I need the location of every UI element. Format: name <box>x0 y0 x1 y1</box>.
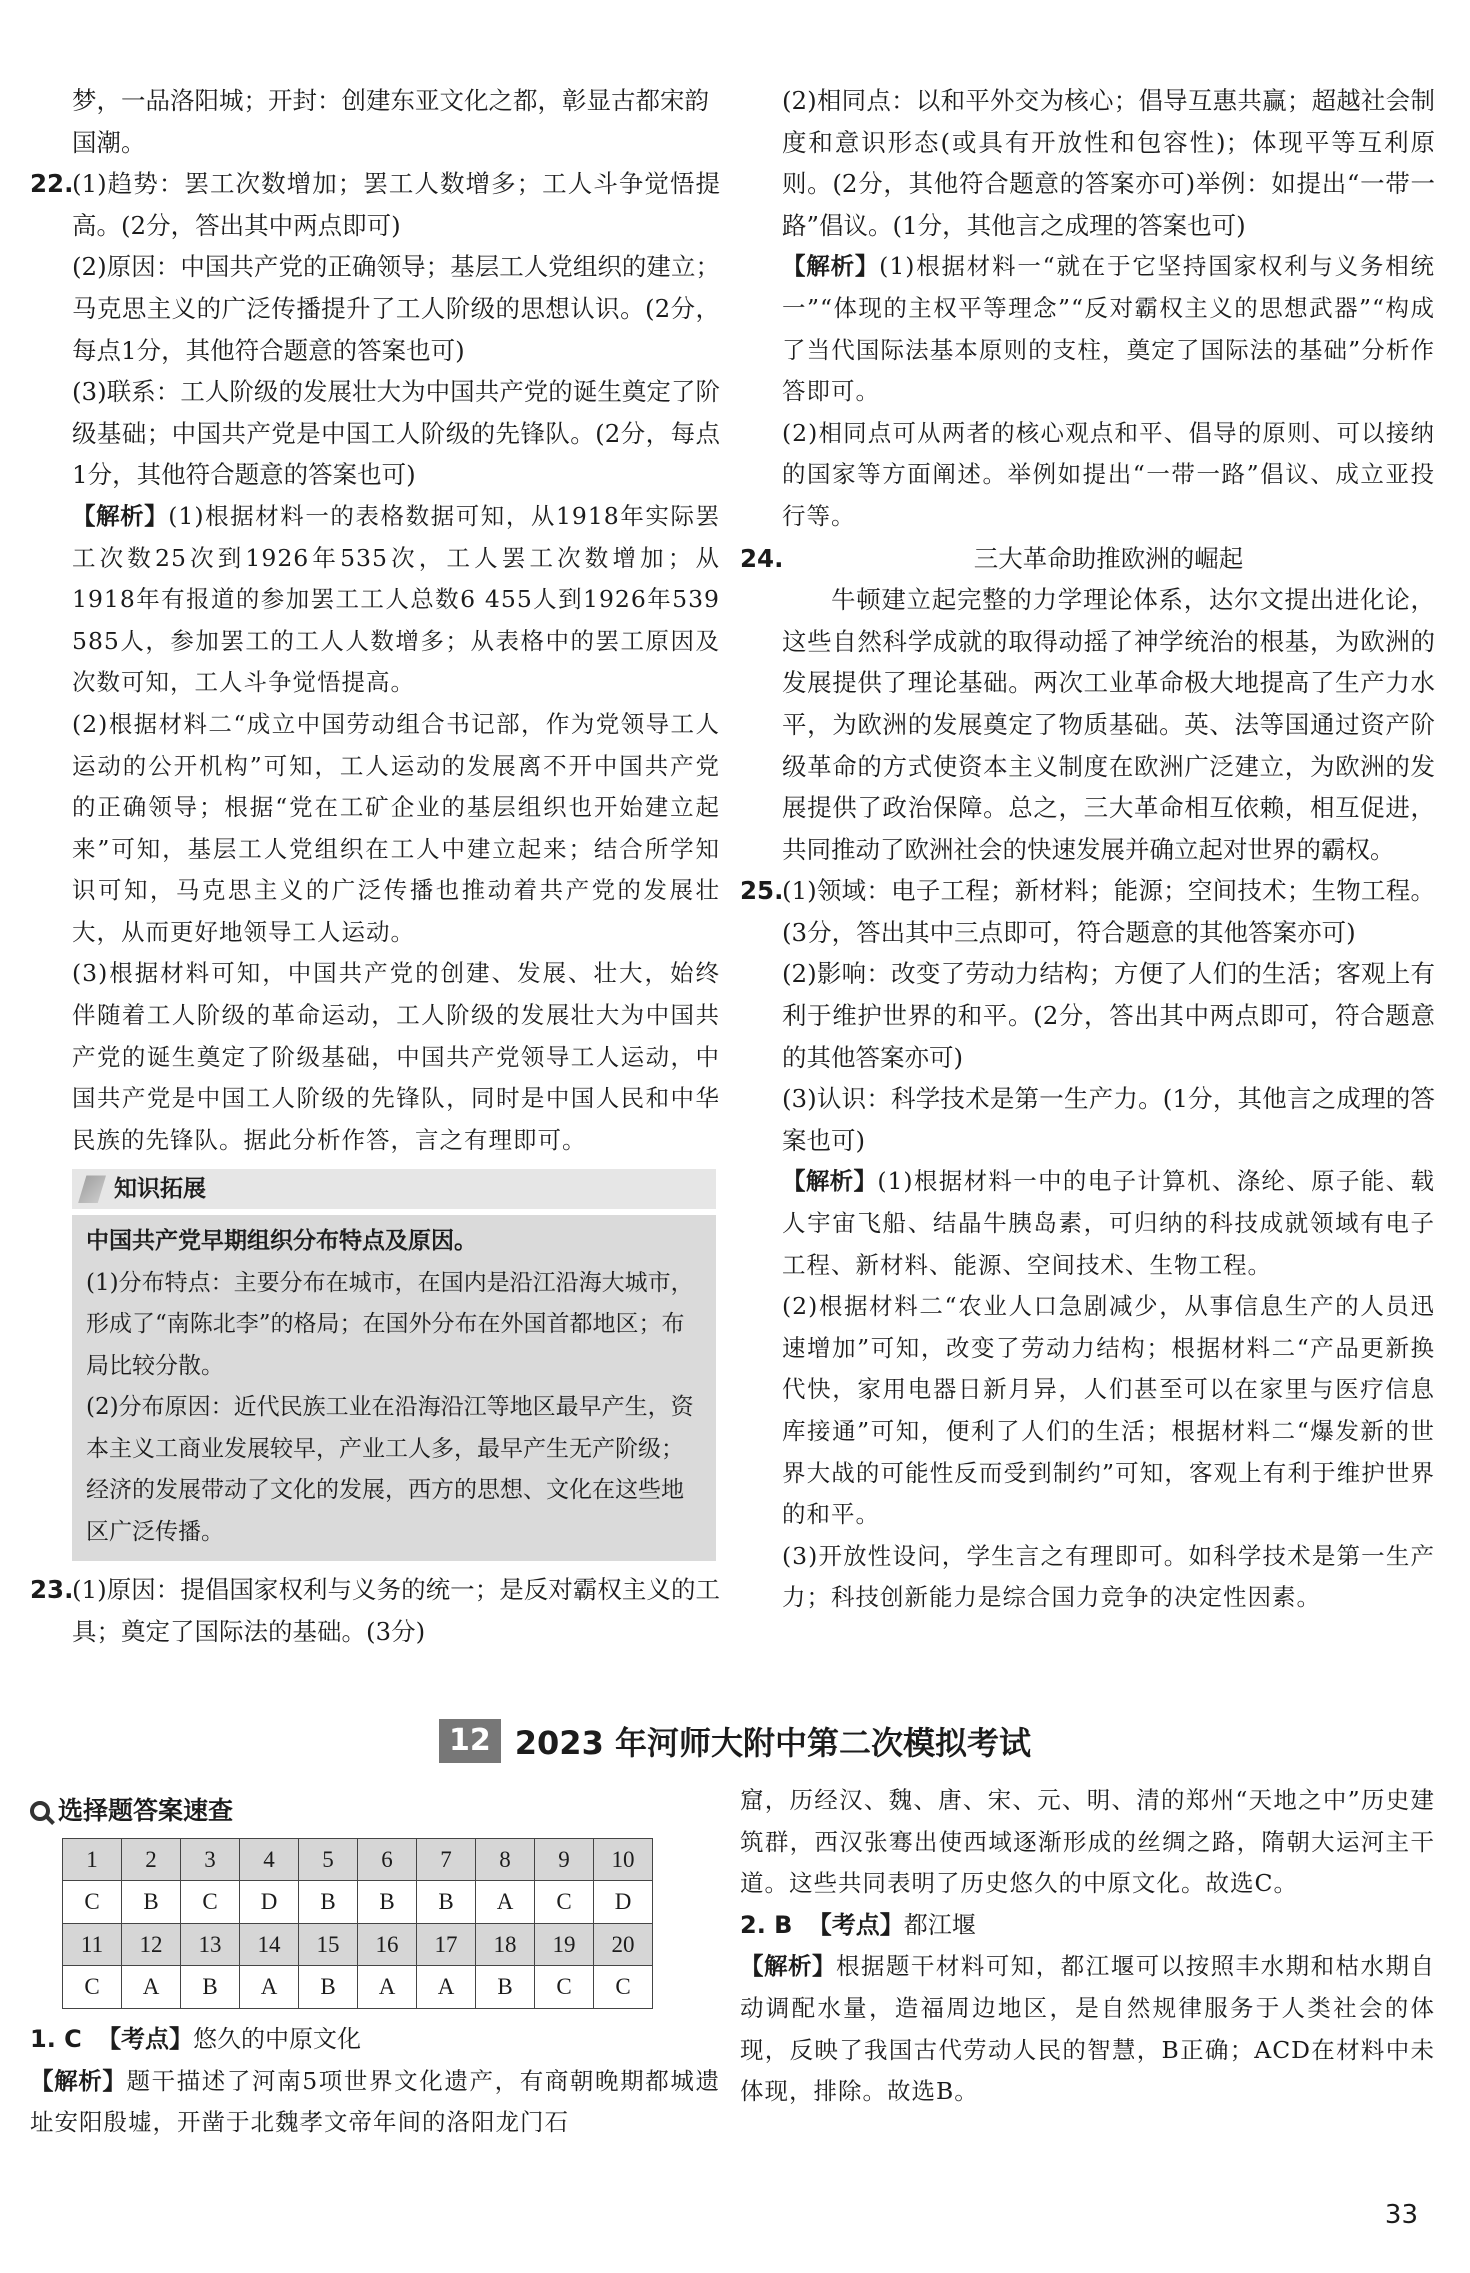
table-row <box>63 1838 653 1881</box>
table-cell: 14 <box>240 1923 299 1966</box>
table-cell: 13 <box>181 1923 240 1966</box>
q2-analysis <box>740 1946 1435 2112</box>
table-cell: B <box>299 1881 358 1924</box>
analysis-text: 根据题干材料可知，都江堰可以按照丰水期和枯水期自动调配水量，造福周边地区，是自然规律服务于人类社会的体现，反映了我国古代劳动人民的智慧，B正确；ACD在材料中未体现，排除。故选B。 <box>740 1952 1436 2106</box>
right-column <box>740 80 1435 1619</box>
table-cell: 9 <box>535 1838 594 1881</box>
lightning-icon <box>78 1175 106 1203</box>
table-cell: C <box>535 1881 594 1924</box>
analysis-25-3: (3)开放性设问，学生言之有理即可。如科学技术是第一生产力；科技创新能力是综合国力竞争的决定性因素。 <box>782 1541 1435 1612</box>
table-cell: 20 <box>594 1923 653 1966</box>
analysis-tag: 【解析】 <box>782 252 880 281</box>
quick-check-header <box>30 1790 720 1832</box>
table-cell: 15 <box>299 1923 358 1966</box>
text-line: 梦，一品洛阳城；开封：创建东亚文化之都，彰显古都宋韵 <box>72 86 709 115</box>
knowledge-point-2: (2)分布原因：近代民族工业在沿海沿江等地区最早产生，资本主义工商业发展较早，产业工人多，最早产生无产阶级；经济的发展带动了文化的发展，西方的思想、文化在这些地区广泛传播。 <box>86 1394 694 1545</box>
table-cell: C <box>535 1966 594 2009</box>
analysis-tag: 【解析】 <box>740 1952 836 1981</box>
table-cell: B <box>122 1881 181 1924</box>
question-number: 24. <box>740 543 784 573</box>
analysis-text: (1)根据材料一中的电子计算机、涤纶、原子能、载人宇宙飞船、结晶牛胰岛素，可归纳的科技成就领域有电子工程、新材料、能源、空间技术、生物工程。 <box>782 1167 1435 1279</box>
table-cell: 10 <box>594 1838 653 1881</box>
table-cell: 11 <box>63 1923 122 1966</box>
table-cell: C <box>181 1881 240 1924</box>
question-answer: 2. B <box>740 1910 793 1939</box>
analysis-tag: 【解析】 <box>30 2066 127 2095</box>
answer-part-1: (1)趋势：罢工次数增加；罢工人数增多；工人斗争觉悟提高。(2分，答出其中两点即可) <box>72 169 720 240</box>
kaodian-text: 悠久的中原文化 <box>193 2024 362 2053</box>
answer-part-1: (1)原因：提倡国家权利与义务的统一；是反对霸权主义的工具；奠定了国际法的基础。(3分) <box>72 1575 720 1647</box>
table-cell: C <box>63 1966 122 2009</box>
analysis-22-3: (3)根据材料可知，中国共产党的创建、发展、壮大，始终伴随着工人阶级的革命运动，工人阶级的发展壮大为中国共产党的诞生奠定了阶级基础，中国共产党领导工人运动，中国共产党是中国工人阶级的先锋队，同时是中国人民和中华民族的先锋队。据此分析作答，言之有理即可。 <box>72 959 720 1154</box>
table-cell: B <box>417 1881 476 1924</box>
question-number: 25. <box>740 876 784 906</box>
left-column <box>30 80 720 1653</box>
table-cell: A <box>122 1966 181 2009</box>
analysis-tag: 【解析】 <box>72 501 169 530</box>
knowledge-body <box>72 1215 716 1561</box>
table-cell: 2 <box>122 1838 181 1881</box>
table-cell: B <box>299 1966 358 2009</box>
table-cell: 5 <box>299 1838 358 1881</box>
quick-check-title: 选择题答案速查 <box>58 1796 234 1825</box>
table-cell: A <box>358 1966 417 2009</box>
table-row <box>63 1881 653 1924</box>
analysis-text: (1)根据材料一“就在于它坚持国家权利与义务相统一”“体现的主权平等理念”“反对霸权主义的思想武器”“构成了当代国际法基本原则的支柱，奠定了国际法的基础”分析作答即可。 <box>782 252 1435 406</box>
text-line: 国潮。 <box>72 127 146 157</box>
table-cell: 17 <box>417 1923 476 1966</box>
analysis-25-1 <box>740 1161 1435 1286</box>
section-banner <box>0 1718 1470 1764</box>
q1-analysis <box>30 2061 720 2144</box>
table-cell: 7 <box>417 1838 476 1881</box>
answer-part-3: (3)认识：科学技术是第一生产力。(1分，其他言之成理的答案也可) <box>782 1084 1435 1155</box>
knowledge-heading: 中国共产党早期组织分布特点及原因。 <box>86 1228 477 1255</box>
question-23 <box>30 1569 720 1652</box>
answer-part-1: (1)领域：电子工程；新材料；能源；空间技术；生物工程。(3分，答出其中三点即可，符合题意的其他答案亦可) <box>782 876 1435 947</box>
magnifier-icon <box>30 1801 50 1821</box>
kaodian-text: 都江堰 <box>903 1910 976 1939</box>
question-answer: 1. C <box>30 2024 82 2053</box>
table-cell: C <box>63 1881 122 1924</box>
answer-part-3: (3)联系：工人阶级的发展壮大为中国共产党的诞生奠定了阶级基础；中国共产党是中国工人阶级的先锋队。(2分，每点1分，其他符合题意的答案也可) <box>72 377 720 490</box>
answer-23-part-2: (2)相同点：以和平外交为核心；倡导互惠共赢；超越社会制度和意识形态(或具有开放性和包容性)；体现平等互利原则。(2分，其他符合题意的答案亦可)举例：如提出“一带一路”倡议。(1分，其他言之成理的答案也可) <box>782 86 1435 240</box>
table-cell: A <box>240 1966 299 2009</box>
q1-analysis-continued: 窟，历经汉、魏、唐、宋、元、明、清的郑州“天地之中”历史建筑群，西汉张骞出使西域逐渐形成的丝绸之路，隋朝大运河主干道。这些共同表明了历史悠久的中原文化。故选C。 <box>740 1786 1435 1898</box>
knowledge-point-1: (1)分布特点：主要分布在城市，在国内是沿江沿海大城市，形成了“南陈北李”的格局；在国外分布在外国首都地区；布局比较分散。 <box>86 1269 694 1379</box>
analysis-23-2: (2)相同点可从两者的核心观点和平、倡导的原则、可以接纳的国家等方面阐述。举例如提出“一带一路”倡议、成立亚投行等。 <box>782 418 1435 530</box>
analysis-22-2: (2)根据材料二“成立中国劳动组合书记部，作为党领导工人运动的公开机构”可知，工人运动的发展离不开中国共产党的正确领导；根据“党在工矿企业的基层组织也开始建立起来”可知，基层工人党组织在工人中建立起来；结合所学知识可知，马克思主义的广泛传播也推动着共产党的发展壮大，从而更好地领导工人运动。 <box>72 709 720 946</box>
table-cell: 19 <box>535 1923 594 1966</box>
analysis-25-2: (2)根据材料二“农业人口急剧减少，从事信息生产的人员迅速增加”可知，改变了劳动力结构；根据材料二“产品更新换代快，家用电器日新月异，人们甚至可以在家里与医疗信息库接通”可知，便利了人们的生活；根据材料二“爆发新的世界大战的可能性反而受到制约”可知，客观上有利于维护世界的和平。 <box>782 1292 1435 1529</box>
table-cell: D <box>240 1881 299 1924</box>
table-row <box>63 1923 653 1966</box>
question-24 <box>740 538 1435 871</box>
table-cell: 3 <box>181 1838 240 1881</box>
question-number: 22. <box>30 169 74 199</box>
answer-part-2: (2)原因：中国共产党的正确领导；基层工人党组织的建立；马克思主义的广泛传播提升了工人阶级的思想认识。(2分，每点1分，其他符合题意的答案也可) <box>72 252 720 365</box>
question-1 <box>30 2019 720 2144</box>
bottom-right-column <box>740 1780 1435 2113</box>
table-row <box>63 1966 653 2009</box>
question-number: 23. <box>30 1575 74 1605</box>
table-cell: B <box>181 1966 240 2009</box>
section-number: 12 <box>439 1719 501 1763</box>
page-number: 33 <box>1384 2200 1418 2230</box>
table-cell: 18 <box>476 1923 535 1966</box>
analysis-23-1 <box>740 246 1435 412</box>
knowledge-header <box>72 1169 716 1209</box>
essay-title: 三大革命助推欧洲的崛起 <box>973 543 1244 573</box>
knowledge-title: 知识拓展 <box>114 1175 206 1202</box>
answer-table <box>62 1838 653 2009</box>
table-cell: C <box>594 1966 653 2009</box>
table-cell: B <box>358 1881 417 1924</box>
table-cell: 4 <box>240 1838 299 1881</box>
kaodian-tag: 【考点】 <box>97 2024 194 2053</box>
table-cell: A <box>476 1881 535 1924</box>
analysis-22-1 <box>30 496 720 704</box>
q1-head-line <box>30 2019 720 2061</box>
analysis-text: 题干描述了河南5项世界文化遗产，有商朝晚期都城遗址安阳殷墟，开凿于北魏孝文帝年间的洛阳龙门石 <box>30 2066 720 2137</box>
table-cell: A <box>417 1966 476 2009</box>
section-title: 2023 年河师大附中第二次模拟考试 <box>514 1724 1031 1762</box>
question-22 <box>30 163 720 496</box>
table-cell: 8 <box>476 1838 535 1881</box>
kaodian-tag: 【考点】 <box>807 1910 904 1939</box>
table-cell: 16 <box>358 1923 417 1966</box>
bottom-left-column <box>30 1790 720 2144</box>
continued-text <box>30 80 720 163</box>
question-25 <box>740 870 1435 1161</box>
table-cell: D <box>594 1881 653 1924</box>
answer-part-2: (2)影响：改变了劳动力结构；方便了人们的生活；客观上有利于维护世界的和平。(2分，答出其中两点即可，符合题意的其他答案亦可) <box>782 959 1435 1072</box>
table-cell: B <box>476 1966 535 2009</box>
analysis-tag: 【解析】 <box>782 1167 878 1196</box>
knowledge-box <box>72 1169 716 1561</box>
table-cell: 6 <box>358 1838 417 1881</box>
q2-head-line <box>740 1905 1435 1947</box>
analysis-text: (1)根据材料一的表格数据可知，从1918年实际罢工次数25次到1926年535次，工人罢工次数增加；从1918年有报道的参加罢工工人总数6 455人到1926年539 585人，参加罢工的工人人数增多；从表格中的罢工原因及次数可知，工人斗争觉悟提高。 <box>72 501 721 697</box>
table-cell: 1 <box>63 1838 122 1881</box>
table-cell: 12 <box>122 1923 181 1966</box>
essay-body: 牛顿建立起完整的力学理论体系，达尔文提出进化论，这些自然科学成就的取得动摇了神学统治的根基，为欧洲的发展提供了理论基础。两次工业革命极大地提高了生产力水平，为欧洲的发展奠定了物质基础。英、法等国通过资产阶级革命的方式使资本主义制度在欧洲广泛建立，为欧洲的发展提供了政治保障。总之，三大革命相互依赖，相互促进，共同推动了欧洲社会的快速发展并确立起对世界的霸权。 <box>782 585 1435 864</box>
